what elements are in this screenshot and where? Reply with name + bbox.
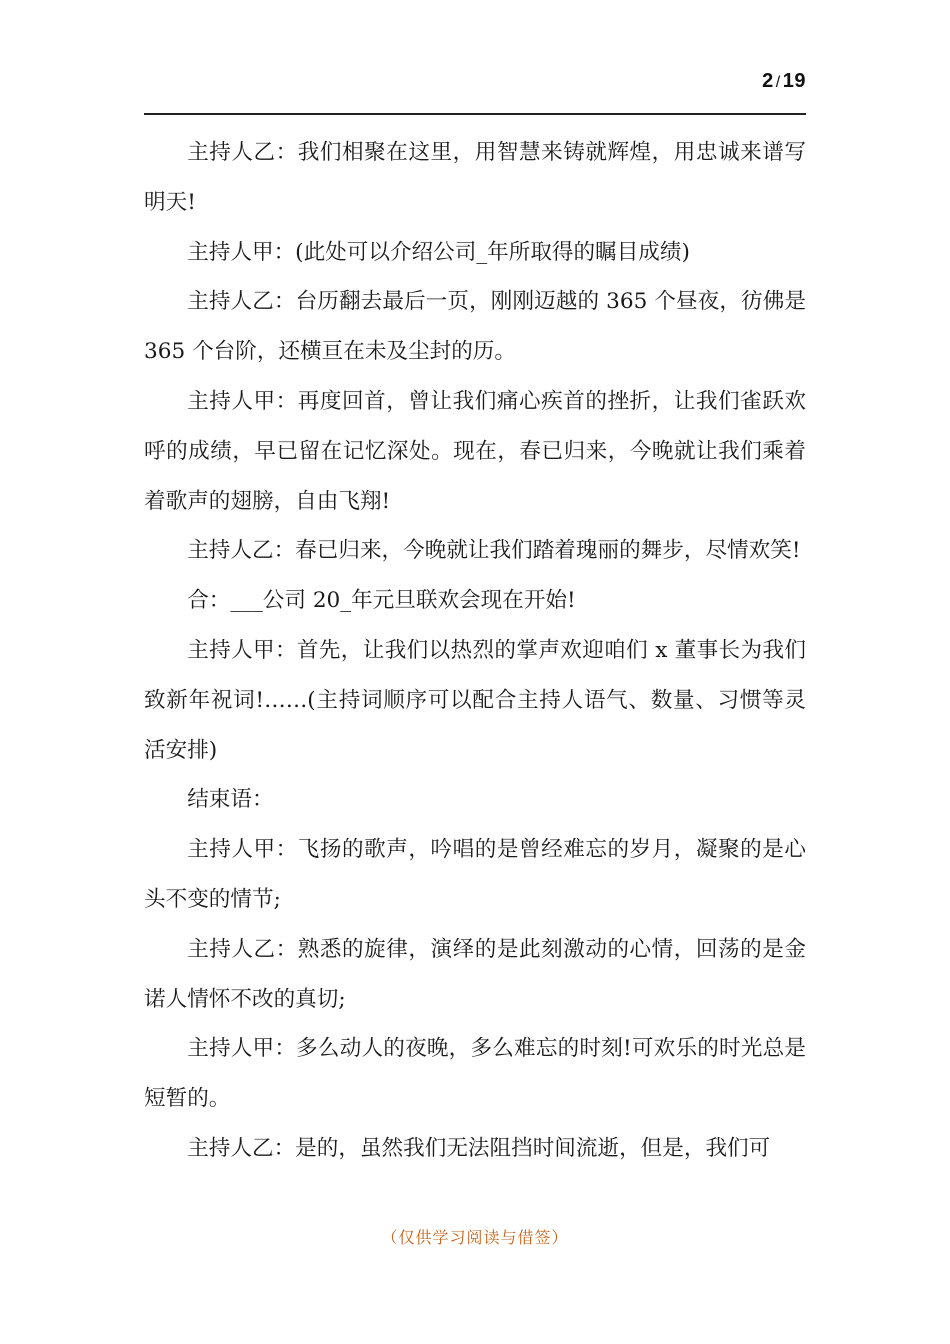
document-body (144, 128, 806, 1174)
page-separator: / (775, 74, 781, 91)
paragraph: 主持人甲：再度回首，曾让我们痛心疾首的挫折，让我们雀跃欢呼的成绩，早已留在记忆深处。现在，春已归来，今晚就让我们乘着着歌声的翅膀，自由飞翔! (144, 388, 806, 514)
header-rule (144, 113, 806, 115)
paragraph: 主持人乙：是的，虽然我们无法阻挡时间流逝，但是，我们可 (187, 1135, 771, 1161)
paragraph: 主持人甲：飞扬的歌声，吟唱的是曾经难忘的岁月，凝聚的是心头不变的情节; (144, 837, 806, 912)
page-current: 2 (762, 70, 774, 92)
paragraph: 主持人甲：多么动人的夜晚，多么难忘的时刻!可欢乐的时光总是短暂的。 (144, 1036, 806, 1112)
section-heading: 结束语： (187, 787, 274, 813)
footer-note: （仅供学习阅读与借签） (381, 1228, 569, 1247)
page-number (762, 70, 806, 93)
page-total: 19 (782, 70, 806, 92)
paragraph: 主持人乙：我们相聚在这里，用智慧来铸就辉煌，用忠诚来谱写明天! (144, 140, 806, 215)
paragraph: 主持人乙：熟悉的旋律，演绎的是此刻激动的心情，回荡的是金诺人情怀不改的真切; (144, 936, 806, 1012)
paragraph: 主持人甲：首先，让我们以热烈的掌声欢迎咱们 x 董事长为我们致新年祝词!……(主持词顺序可以配合主持人语气、数量、习惯等灵活安排) (144, 637, 806, 763)
paragraph: 主持人乙：台历翻去最后一页，刚刚迈越的 365 个昼夜，彷佛是 365 个台阶，还横亘在未及尘封的历。 (144, 289, 806, 365)
paragraph: 主持人甲：(此处可以介绍公司_年所取得的瞩目成绩) (187, 239, 690, 265)
paragraph: 主持人乙：春已归来，今晚就让我们踏着瑰丽的舞步，尽情欢笑! (187, 538, 801, 564)
paragraph: 合：___公司 20_年元旦联欢会现在开始! (187, 588, 576, 614)
